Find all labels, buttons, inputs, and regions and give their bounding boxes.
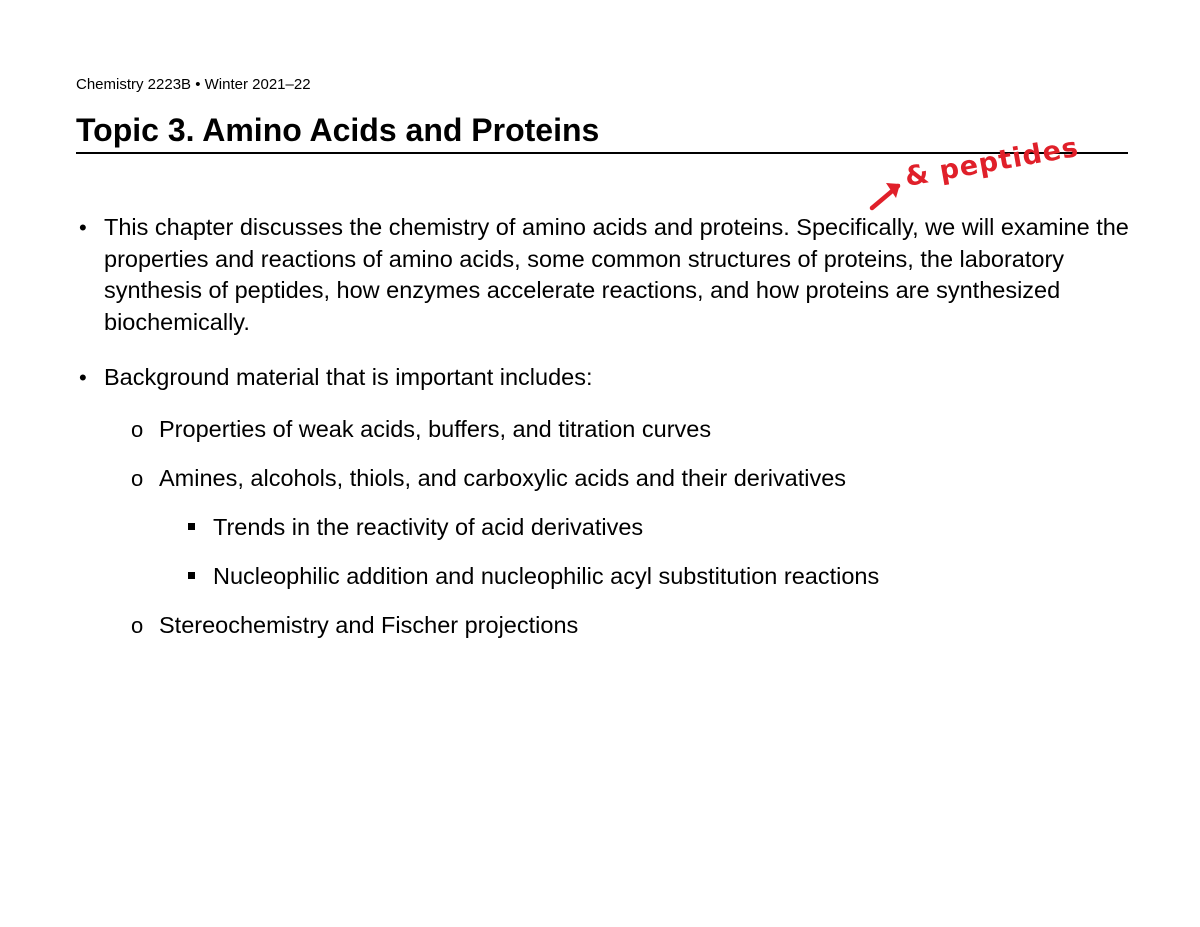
square-bullet-icon <box>188 572 195 579</box>
bullet-text: This chapter discusses the chemistry of amino acids and proteins. Specifically, we will examine the properties and reactions of amino acids, some common structures of proteins, the laboratory synthesis of peptides, how enzymes accelerate reactions, and how proteins are synthesized biochemically. <box>104 214 1129 335</box>
sub-item-text: Stereochemistry and Fischer projections <box>159 611 579 638</box>
handwritten-annotation <box>868 131 1082 216</box>
course-header: Chemistry 2223B • Winter 2021–22 <box>76 76 311 93</box>
bullet-marker: • <box>79 215 87 240</box>
bullet-marker: • <box>79 365 87 390</box>
annotation-text: & peptides <box>902 131 1082 193</box>
sub-list-item <box>76 408 1136 457</box>
sub-list-item <box>76 604 1136 653</box>
sub-list-item <box>76 457 1136 506</box>
page-title: Topic 3. Amino Acids and Proteins <box>76 108 1128 154</box>
sub-item-text: Amines, alcohols, thiols, and carboxylic acids and their derivatives <box>159 464 847 491</box>
main-content <box>76 212 1136 653</box>
background-sublist <box>76 408 1136 653</box>
sub-sub-list-item <box>76 506 1136 555</box>
bullet-item <box>76 212 1136 338</box>
sub-item-text: Properties of weak acids, buffers, and titration curves <box>159 415 712 442</box>
circle-marker: o <box>131 465 144 491</box>
sub-sub-item-text: Trends in the reactivity of acid derivatives <box>213 513 644 540</box>
bullet-item <box>76 362 1136 394</box>
sub-sub-list-item <box>76 555 1136 604</box>
bullet-text: Background material that is important includes: <box>104 364 593 390</box>
circle-marker: o <box>131 416 144 442</box>
red-arrow-icon <box>868 174 908 214</box>
sub-sub-item-text: Nucleophilic addition and nucleophilic acyl substitution reactions <box>213 562 880 589</box>
circle-marker: o <box>131 612 144 638</box>
square-bullet-icon <box>188 523 195 530</box>
